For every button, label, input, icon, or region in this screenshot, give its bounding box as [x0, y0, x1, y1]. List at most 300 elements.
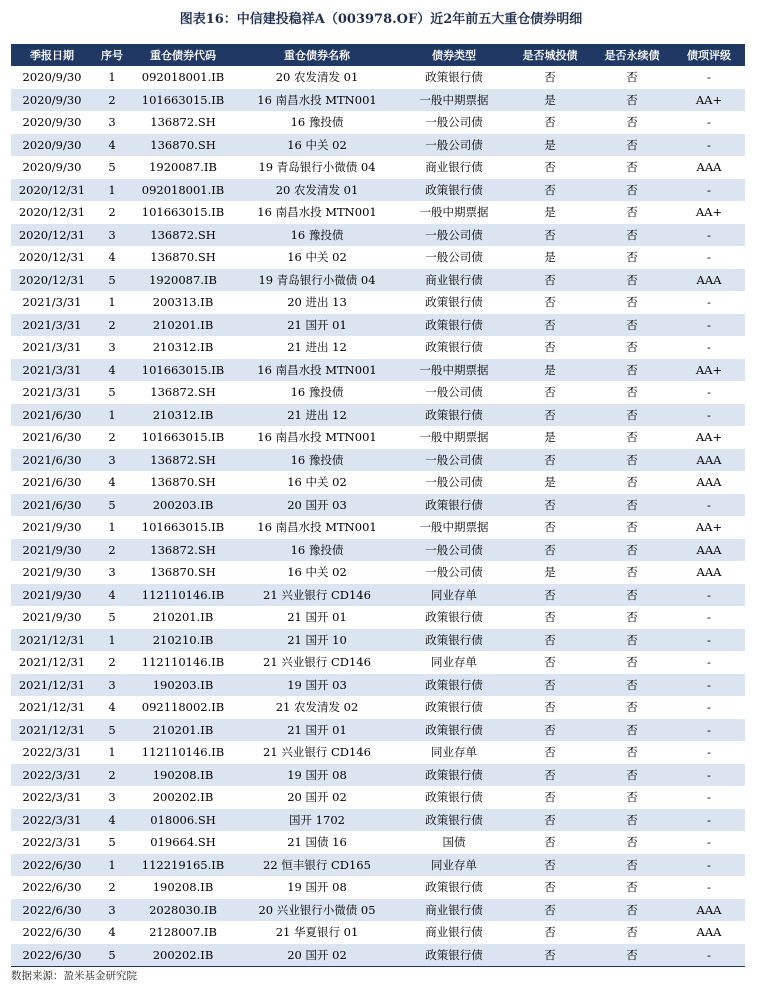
is-chengtou-cell: 是 [509, 359, 591, 382]
bond-type-cell: 一般公司债 [399, 111, 509, 134]
rating-cell: AAA [673, 449, 745, 472]
report-date-cell: 2022/3/31 [11, 831, 93, 854]
is-perpetual-cell: 否 [591, 876, 673, 899]
bond-name-cell: 22 恒丰银行 CD165 [235, 854, 399, 877]
bond-name-cell: 16 中关 02 [235, 471, 399, 494]
is-chengtou-cell: 是 [509, 561, 591, 584]
report-date-cell: 2021/12/31 [11, 696, 93, 719]
report-date-cell: 2022/3/31 [11, 764, 93, 787]
bond-code-cell: 136872.SH [131, 224, 235, 247]
is-chengtou-cell: 否 [509, 179, 591, 202]
rating-cell: - [673, 831, 745, 854]
bond-name-cell: 21 兴业银行 CD146 [235, 741, 399, 764]
bond-type-cell: 一般中期票据 [399, 201, 509, 224]
bond-name-cell: 20 国开 02 [235, 786, 399, 809]
rank-cell: 1 [93, 66, 131, 89]
table-row [11, 899, 745, 922]
table-row [11, 179, 745, 202]
bond-type-cell: 一般中期票据 [399, 516, 509, 539]
bond-code-cell: 136872.SH [131, 539, 235, 562]
rank-cell: 3 [93, 111, 131, 134]
is-perpetual-cell: 否 [591, 606, 673, 629]
bond-type-cell: 一般中期票据 [399, 89, 509, 112]
rating-cell: AAA [673, 921, 745, 944]
is-perpetual-cell: 否 [591, 944, 673, 967]
rank-cell: 1 [93, 741, 131, 764]
is-chengtou-cell: 否 [509, 494, 591, 517]
bond-code-cell: 019664.SH [131, 831, 235, 854]
rank-cell: 3 [93, 336, 131, 359]
rank-cell: 4 [93, 809, 131, 832]
is-perpetual-cell: 否 [591, 831, 673, 854]
is-perpetual-cell: 否 [591, 179, 673, 202]
is-chengtou-cell: 否 [509, 516, 591, 539]
table-row [11, 314, 745, 337]
rating-cell: AA+ [673, 426, 745, 449]
bond-type-cell: 政策银行债 [399, 696, 509, 719]
bond-name-cell: 20 兴业银行小微债 05 [235, 899, 399, 922]
is-chengtou-cell: 否 [509, 809, 591, 832]
bond-code-cell: 101663015.IB [131, 89, 235, 112]
bond-code-cell: 210201.IB [131, 719, 235, 742]
bond-name-cell: 21 国开 01 [235, 719, 399, 742]
bond-code-cell: 200202.IB [131, 944, 235, 967]
is-chengtou-cell: 否 [509, 854, 591, 877]
bond-code-cell: 136870.SH [131, 246, 235, 269]
report-date-cell: 2021/3/31 [11, 291, 93, 314]
table-row [11, 336, 745, 359]
rank-cell: 4 [93, 134, 131, 157]
rating-cell: - [673, 111, 745, 134]
report-date-cell: 2021/3/31 [11, 381, 93, 404]
report-date-cell: 2021/9/30 [11, 516, 93, 539]
column-header: 债券类型 [399, 44, 509, 66]
is-chengtou-cell: 否 [509, 404, 591, 427]
bond-code-cell: 210201.IB [131, 314, 235, 337]
bond-type-cell: 政策银行债 [399, 629, 509, 652]
is-chengtou-cell: 否 [509, 66, 591, 89]
is-chengtou-cell: 是 [509, 201, 591, 224]
is-perpetual-cell: 否 [591, 89, 673, 112]
rating-cell: - [673, 314, 745, 337]
report-date-cell: 2021/6/30 [11, 471, 93, 494]
bond-name-cell: 16 南昌水投 MTN001 [235, 516, 399, 539]
bond-type-cell: 政策银行债 [399, 494, 509, 517]
bond-name-cell: 20 农发清发 01 [235, 66, 399, 89]
bond-code-cell: 101663015.IB [131, 201, 235, 224]
is-perpetual-cell: 否 [591, 584, 673, 607]
rank-cell: 2 [93, 426, 131, 449]
is-perpetual-cell: 否 [591, 494, 673, 517]
is-chengtou-cell: 否 [509, 651, 591, 674]
is-perpetual-cell: 否 [591, 224, 673, 247]
bond-name-cell: 19 青岛银行小微债 04 [235, 156, 399, 179]
report-date-cell: 2022/6/30 [11, 854, 93, 877]
bond-type-cell: 一般公司债 [399, 561, 509, 584]
is-perpetual-cell: 否 [591, 899, 673, 922]
bond-code-cell: 1920087.IB [131, 269, 235, 292]
rating-cell: - [673, 246, 745, 269]
table-row [11, 89, 745, 112]
bond-name-cell: 16 南昌水投 MTN001 [235, 201, 399, 224]
bond-type-cell: 一般公司债 [399, 539, 509, 562]
bond-code-cell: 200313.IB [131, 291, 235, 314]
bond-type-cell: 商业银行债 [399, 921, 509, 944]
table-body [11, 66, 745, 967]
table-row [11, 449, 745, 472]
is-chengtou-cell: 否 [509, 269, 591, 292]
is-perpetual-cell: 否 [591, 246, 673, 269]
bond-name-cell: 16 南昌水投 MTN001 [235, 359, 399, 382]
bond-type-cell: 政策银行债 [399, 336, 509, 359]
report-date-cell: 2021/12/31 [11, 719, 93, 742]
table-row [11, 696, 745, 719]
bond-type-cell: 政策银行债 [399, 674, 509, 697]
report-date-cell: 2021/3/31 [11, 359, 93, 382]
is-chengtou-cell: 否 [509, 449, 591, 472]
report-date-cell: 2021/9/30 [11, 584, 93, 607]
report-date-cell: 2021/6/30 [11, 404, 93, 427]
rank-cell: 2 [93, 314, 131, 337]
rank-cell: 3 [93, 899, 131, 922]
data-source-note: 数据来源：盈米基金研究院 [11, 970, 137, 982]
report-date-cell: 2021/6/30 [11, 494, 93, 517]
report-date-cell: 2020/12/31 [11, 246, 93, 269]
bond-type-cell: 同业存单 [399, 741, 509, 764]
bond-name-cell: 21 进出 12 [235, 336, 399, 359]
is-chengtou-cell: 否 [509, 696, 591, 719]
rating-cell: AAA [673, 539, 745, 562]
rating-cell: - [673, 179, 745, 202]
rating-cell: AA+ [673, 89, 745, 112]
bond-name-cell: 19 国开 08 [235, 876, 399, 899]
is-perpetual-cell: 否 [591, 809, 673, 832]
is-chengtou-cell: 是 [509, 426, 591, 449]
rating-cell: - [673, 291, 745, 314]
report-date-cell: 2020/12/31 [11, 269, 93, 292]
report-date-cell: 2021/9/30 [11, 561, 93, 584]
bond-code-cell: 101663015.IB [131, 426, 235, 449]
table-row [11, 156, 745, 179]
table-row [11, 291, 745, 314]
rank-cell: 1 [93, 291, 131, 314]
is-chengtou-cell: 是 [509, 134, 591, 157]
rating-cell: - [673, 651, 745, 674]
report-date-cell: 2021/3/31 [11, 336, 93, 359]
bond-code-cell: 210312.IB [131, 336, 235, 359]
report-date-cell: 2021/9/30 [11, 606, 93, 629]
bond-type-cell: 一般公司债 [399, 381, 509, 404]
report-date-cell: 2020/12/31 [11, 201, 93, 224]
rating-cell: - [673, 786, 745, 809]
bond-name-cell: 16 豫投债 [235, 449, 399, 472]
is-chengtou-cell: 否 [509, 719, 591, 742]
bond-code-cell: 210210.IB [131, 629, 235, 652]
rating-cell: - [673, 674, 745, 697]
bond-code-cell: 190208.IB [131, 764, 235, 787]
rating-cell: - [673, 854, 745, 877]
table-row [11, 494, 745, 517]
rating-cell: - [673, 719, 745, 742]
table-row [11, 921, 745, 944]
bond-type-cell: 政策银行债 [399, 764, 509, 787]
bond-name-cell: 21 兴业银行 CD146 [235, 651, 399, 674]
is-chengtou-cell: 是 [509, 89, 591, 112]
is-perpetual-cell: 否 [591, 404, 673, 427]
bond-type-cell: 政策银行债 [399, 809, 509, 832]
is-perpetual-cell: 否 [591, 629, 673, 652]
table-row [11, 201, 745, 224]
bond-code-cell: 190208.IB [131, 876, 235, 899]
bond-type-cell: 国债 [399, 831, 509, 854]
rating-cell: - [673, 404, 745, 427]
bond-type-cell: 同业存单 [399, 584, 509, 607]
is-perpetual-cell: 否 [591, 674, 673, 697]
is-chengtou-cell: 是 [509, 246, 591, 269]
rank-cell: 2 [93, 764, 131, 787]
bond-name-cell: 16 豫投债 [235, 539, 399, 562]
bond-type-cell: 政策银行债 [399, 314, 509, 337]
bond-type-cell: 一般公司债 [399, 224, 509, 247]
is-chengtou-cell: 否 [509, 944, 591, 967]
rating-cell: - [673, 381, 745, 404]
is-perpetual-cell: 否 [591, 314, 673, 337]
bond-name-cell: 21 国开 01 [235, 606, 399, 629]
is-chengtou-cell: 否 [509, 224, 591, 247]
column-header: 序号 [93, 44, 131, 66]
table-row [11, 764, 745, 787]
report-date-cell: 2021/3/31 [11, 314, 93, 337]
is-perpetual-cell: 否 [591, 471, 673, 494]
is-perpetual-cell: 否 [591, 201, 673, 224]
column-header: 重仓债券名称 [235, 44, 399, 66]
bond-code-cell: 112110146.IB [131, 651, 235, 674]
table-row [11, 606, 745, 629]
rating-cell: AAA [673, 561, 745, 584]
column-header: 重仓债券代码 [131, 44, 235, 66]
rating-cell: - [673, 629, 745, 652]
table-row [11, 224, 745, 247]
is-chengtou-cell: 否 [509, 381, 591, 404]
table-row [11, 674, 745, 697]
bond-code-cell: 136870.SH [131, 471, 235, 494]
table-row [11, 66, 745, 89]
bond-code-cell: 136872.SH [131, 449, 235, 472]
bond-type-cell: 商业银行债 [399, 156, 509, 179]
bond-type-cell: 政策银行债 [399, 291, 509, 314]
bond-type-cell: 政策银行债 [399, 404, 509, 427]
bond-type-cell: 政策银行债 [399, 786, 509, 809]
rating-cell: - [673, 494, 745, 517]
table-row [11, 719, 745, 742]
rank-cell: 2 [93, 539, 131, 562]
bond-name-cell: 20 国开 03 [235, 494, 399, 517]
is-chengtou-cell: 否 [509, 786, 591, 809]
is-perpetual-cell: 否 [591, 291, 673, 314]
report-date-cell: 2022/3/31 [11, 786, 93, 809]
bond-type-cell: 一般公司债 [399, 471, 509, 494]
rating-cell: - [673, 134, 745, 157]
is-perpetual-cell: 否 [591, 449, 673, 472]
is-chengtou-cell: 否 [509, 291, 591, 314]
rating-cell: - [673, 66, 745, 89]
bond-name-cell: 20 国开 02 [235, 944, 399, 967]
rank-cell: 1 [93, 179, 131, 202]
is-perpetual-cell: 否 [591, 764, 673, 787]
bond-type-cell: 一般中期票据 [399, 426, 509, 449]
rank-cell: 5 [93, 156, 131, 179]
is-chengtou-cell: 否 [509, 606, 591, 629]
is-chengtou-cell: 否 [509, 314, 591, 337]
table-row [11, 831, 745, 854]
bond-name-cell: 16 中关 02 [235, 134, 399, 157]
table-row [11, 561, 745, 584]
bond-type-cell: 商业银行债 [399, 899, 509, 922]
bond-name-cell: 国开 1702 [235, 809, 399, 832]
report-date-cell: 2022/6/30 [11, 876, 93, 899]
bond-code-cell: 112110146.IB [131, 741, 235, 764]
report-date-cell: 2021/9/30 [11, 539, 93, 562]
rank-cell: 4 [93, 584, 131, 607]
is-perpetual-cell: 否 [591, 719, 673, 742]
bond-type-cell: 政策银行债 [399, 606, 509, 629]
rank-cell: 1 [93, 629, 131, 652]
bond-name-cell: 21 国开 01 [235, 314, 399, 337]
bond-type-cell: 政策银行债 [399, 719, 509, 742]
report-date-cell: 2020/9/30 [11, 134, 93, 157]
rating-cell: AA+ [673, 516, 745, 539]
is-perpetual-cell: 否 [591, 111, 673, 134]
rating-cell: - [673, 336, 745, 359]
rank-cell: 1 [93, 516, 131, 539]
report-date-cell: 2021/12/31 [11, 651, 93, 674]
is-perpetual-cell: 否 [591, 134, 673, 157]
table-row [11, 381, 745, 404]
bond-holdings-table [11, 44, 745, 967]
table-row [11, 134, 745, 157]
bond-name-cell: 21 国债 16 [235, 831, 399, 854]
table-row [11, 854, 745, 877]
rank-cell: 4 [93, 696, 131, 719]
rating-cell: AA+ [673, 201, 745, 224]
table-row [11, 809, 745, 832]
report-date-cell: 2020/12/31 [11, 179, 93, 202]
report-date-cell: 2021/12/31 [11, 629, 93, 652]
rank-cell: 3 [93, 786, 131, 809]
rank-cell: 5 [93, 269, 131, 292]
rank-cell: 5 [93, 494, 131, 517]
bond-code-cell: 210201.IB [131, 606, 235, 629]
bond-name-cell: 21 华夏银行 01 [235, 921, 399, 944]
rank-cell: 3 [93, 674, 131, 697]
is-chengtou-cell: 否 [509, 156, 591, 179]
rank-cell: 5 [93, 606, 131, 629]
bond-name-cell: 20 进出 13 [235, 291, 399, 314]
is-perpetual-cell: 否 [591, 66, 673, 89]
is-chengtou-cell: 否 [509, 539, 591, 562]
bond-code-cell: 092018001.IB [131, 179, 235, 202]
bond-name-cell: 21 进出 12 [235, 404, 399, 427]
is-perpetual-cell: 否 [591, 539, 673, 562]
table-row [11, 741, 745, 764]
table-row [11, 471, 745, 494]
table-row [11, 944, 745, 967]
table-row [11, 516, 745, 539]
rating-cell: - [673, 224, 745, 247]
rank-cell: 2 [93, 89, 131, 112]
report-date-cell: 2021/6/30 [11, 449, 93, 472]
is-chengtou-cell: 否 [509, 674, 591, 697]
bond-name-cell: 16 豫投债 [235, 111, 399, 134]
rank-cell: 4 [93, 359, 131, 382]
bond-type-cell: 同业存单 [399, 854, 509, 877]
table-row [11, 269, 745, 292]
is-perpetual-cell: 否 [591, 359, 673, 382]
bond-name-cell: 16 豫投债 [235, 381, 399, 404]
rating-cell: - [673, 696, 745, 719]
rank-cell: 2 [93, 201, 131, 224]
column-header: 季报日期 [11, 44, 93, 66]
rank-cell: 4 [93, 471, 131, 494]
bond-name-cell: 16 中关 02 [235, 561, 399, 584]
bond-code-cell: 136870.SH [131, 134, 235, 157]
table-row [11, 786, 745, 809]
rating-cell: AA+ [673, 359, 745, 382]
table-title: 图表16：中信建投稳祥A（003978.OF）近2年前五大重仓债券明细 [179, 12, 583, 27]
report-date-cell: 2022/3/31 [11, 809, 93, 832]
column-header: 债项评级 [673, 44, 745, 66]
bond-type-cell: 政策银行债 [399, 944, 509, 967]
bond-name-cell: 19 国开 03 [235, 674, 399, 697]
rating-cell: - [673, 876, 745, 899]
bond-name-cell: 21 国开 10 [235, 629, 399, 652]
rank-cell: 2 [93, 876, 131, 899]
bond-name-cell: 19 国开 08 [235, 764, 399, 787]
bond-type-cell: 同业存单 [399, 651, 509, 674]
is-perpetual-cell: 否 [591, 269, 673, 292]
rating-cell: AAA [673, 269, 745, 292]
column-header: 是否永续债 [591, 44, 673, 66]
bond-code-cell: 210312.IB [131, 404, 235, 427]
rating-cell: - [673, 944, 745, 967]
is-perpetual-cell: 否 [591, 786, 673, 809]
report-date-cell: 2021/12/31 [11, 674, 93, 697]
is-perpetual-cell: 否 [591, 426, 673, 449]
table-row [11, 111, 745, 134]
is-chengtou-cell: 是 [509, 471, 591, 494]
column-header: 是否城投债 [509, 44, 591, 66]
table-row [11, 629, 745, 652]
report-date-cell: 2020/9/30 [11, 89, 93, 112]
is-chengtou-cell: 否 [509, 899, 591, 922]
rating-cell: - [673, 606, 745, 629]
table-row [11, 651, 745, 674]
table-row [11, 426, 745, 449]
bond-name-cell: 16 中关 02 [235, 246, 399, 269]
bond-code-cell: 1920087.IB [131, 156, 235, 179]
report-date-cell: 2020/12/31 [11, 224, 93, 247]
rank-cell: 4 [93, 921, 131, 944]
report-date-cell: 2022/3/31 [11, 741, 93, 764]
is-perpetual-cell: 否 [591, 741, 673, 764]
is-chengtou-cell: 否 [509, 764, 591, 787]
table-header [11, 44, 745, 66]
bond-name-cell: 21 农发清发 02 [235, 696, 399, 719]
bond-type-cell: 商业银行债 [399, 269, 509, 292]
is-perpetual-cell: 否 [591, 381, 673, 404]
bond-type-cell: 一般公司债 [399, 134, 509, 157]
bond-type-cell: 政策银行债 [399, 179, 509, 202]
